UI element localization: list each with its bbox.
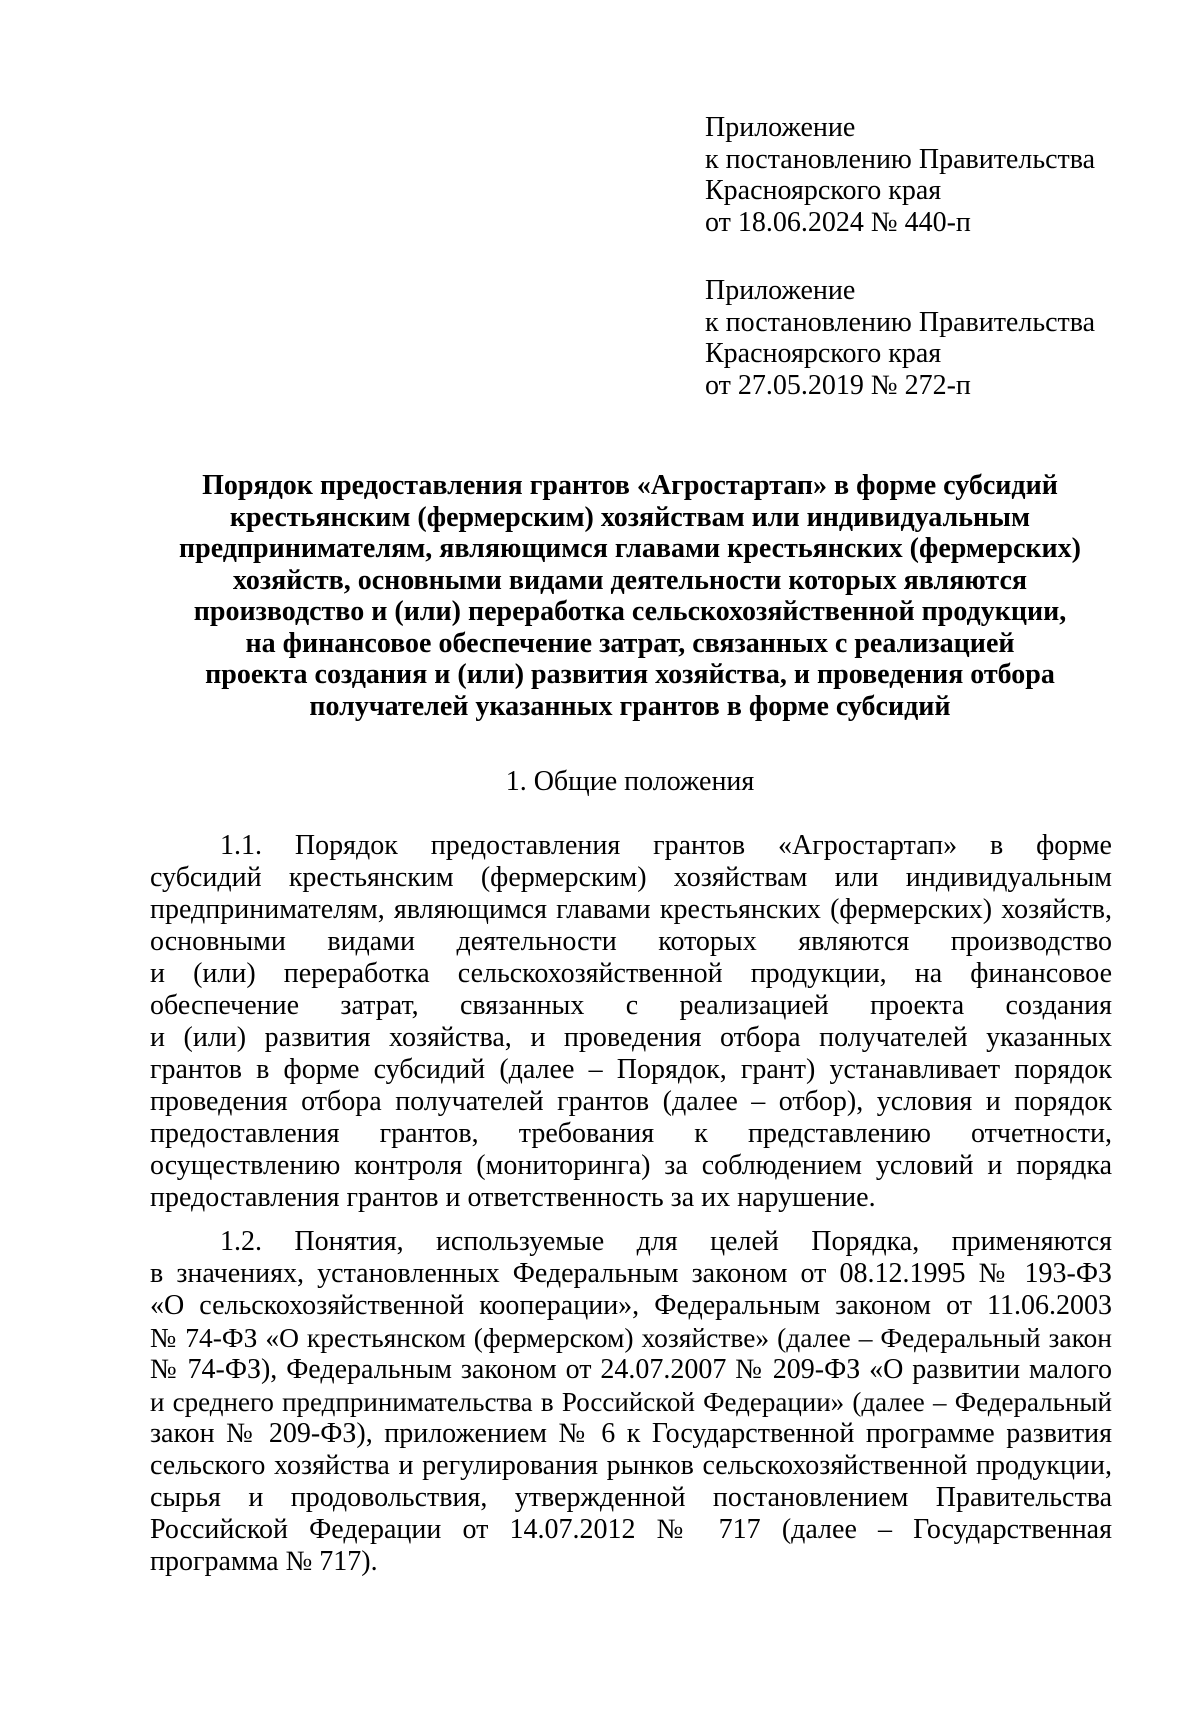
title-line: хозяйств, основными видами деятельности которых являются [232,564,1028,596]
appendix-header-current [705,112,1125,238]
paragraph-line: № 74-ФЗ), Федеральным законом от 24.07.2007 № 209-ФЗ «О развитии малого [150,1354,1112,1385]
paragraph-line: субсидий крестьянским (фермерским) хозяйствам или индивидуальным [150,862,1112,893]
title-line: крестьянским (фермерским) хозяйствам или индивидуальным [229,501,1031,533]
appendix-line: Красноярского края [705,338,942,369]
paragraph-1-1 [150,830,1112,1214]
paragraph-line: и (или) развития хозяйства, и проведения отбора получателей указанных [150,1022,1112,1053]
paragraph-line: основными видами деятельности которых являются производство [150,926,1112,957]
appendix-line: Красноярского края [705,175,942,206]
paragraph-line: Российской Федерации от 14.07.2012 № 717 (далее – Государственная [150,1514,1112,1545]
paragraph-line: обеспечение затрат, связанных с реализацией проекта создания [150,990,1112,1021]
paragraph-line: в значениях, установленных Федеральным законом от 08.12.1995 № 193-ФЗ [150,1258,1112,1289]
paragraph-line: предоставления грантов и ответственность за их нарушение. [150,1182,876,1213]
paragraph-line: № 74-ФЗ «О крестьянском (фермерском) хозяйстве» (далее – Федеральный закон [150,1322,1112,1353]
paragraph-line: «О сельскохозяйственной кооперации», Федеральным законом от 11.06.2003 [150,1290,1112,1321]
appendix-line: от 18.06.2024 № 440-п [705,206,971,238]
appendix-line: от 27.05.2019 № 272-п [705,369,971,401]
paragraph-line: грантов в форме субсидий (далее – Порядок, грант) устанавливает порядок [150,1054,1112,1085]
title-line: предпринимателям, являющимся главами крестьянских (фермерских) [178,533,1081,564]
document-title [150,470,1110,722]
title-line: получателей указанных грантов в форме субсидий [309,690,951,722]
paragraph-line: 1.2. Понятия, используемые для целей Порядка, применяются [220,1226,1112,1257]
appendix-line: Приложение [705,275,856,306]
paragraph-line: предпринимателям, являющимся главами крестьянских (фермерских) хозяйств, [150,894,1112,925]
paragraph-line: закон № 209-ФЗ), приложением № 6 к Государственной программе развития [150,1418,1112,1449]
appendix-line: к постановлению Правительства [705,143,1096,175]
paragraph-line: и (или) переработка сельскохозяйственной продукции, на финансовое [150,958,1112,989]
paragraph-line: сельского хозяйства и регулирования рынков сельскохозяйственной продукции, [150,1450,1112,1481]
title-line: проекта создания и (или) развития хозяйства, и проведения отбора [205,659,1055,690]
title-line: Порядок предоставления грантов «Агростартап» в форме субсидий [202,470,1058,501]
paragraph-line: программа № 717). [150,1546,378,1577]
title-line: производство и (или) переработка сельскохозяйственной продукции, [193,596,1067,627]
paragraph-1-2 [150,1226,1112,1578]
paragraph-line: 1.1. Порядок предоставления грантов «Агростартап» в форме [220,830,1112,861]
paragraph-line: сырья и продовольствия, утвержденной постановлением Правительства [150,1482,1112,1513]
paragraph-line: и среднего предпринимательства в Российской Федерации» (далее – Федеральный [150,1387,1112,1417]
title-line: на финансовое обеспечение затрат, связанных с реализацией [245,627,1015,659]
appendix-line: Приложение [705,112,856,143]
appendix-header-original [705,275,1125,401]
section-heading: 1. Общие положения [505,766,755,797]
appendix-line: к постановлению Правительства [705,306,1096,338]
paragraph-line: осуществлению контроля (мониторинга) за соблюдением условий и порядка [150,1150,1112,1181]
paragraph-line: проведения отбора получателей грантов (далее – отбор), условия и порядок [150,1086,1112,1117]
paragraph-line: предоставления грантов, требования к представлению отчетности, [150,1118,1112,1149]
